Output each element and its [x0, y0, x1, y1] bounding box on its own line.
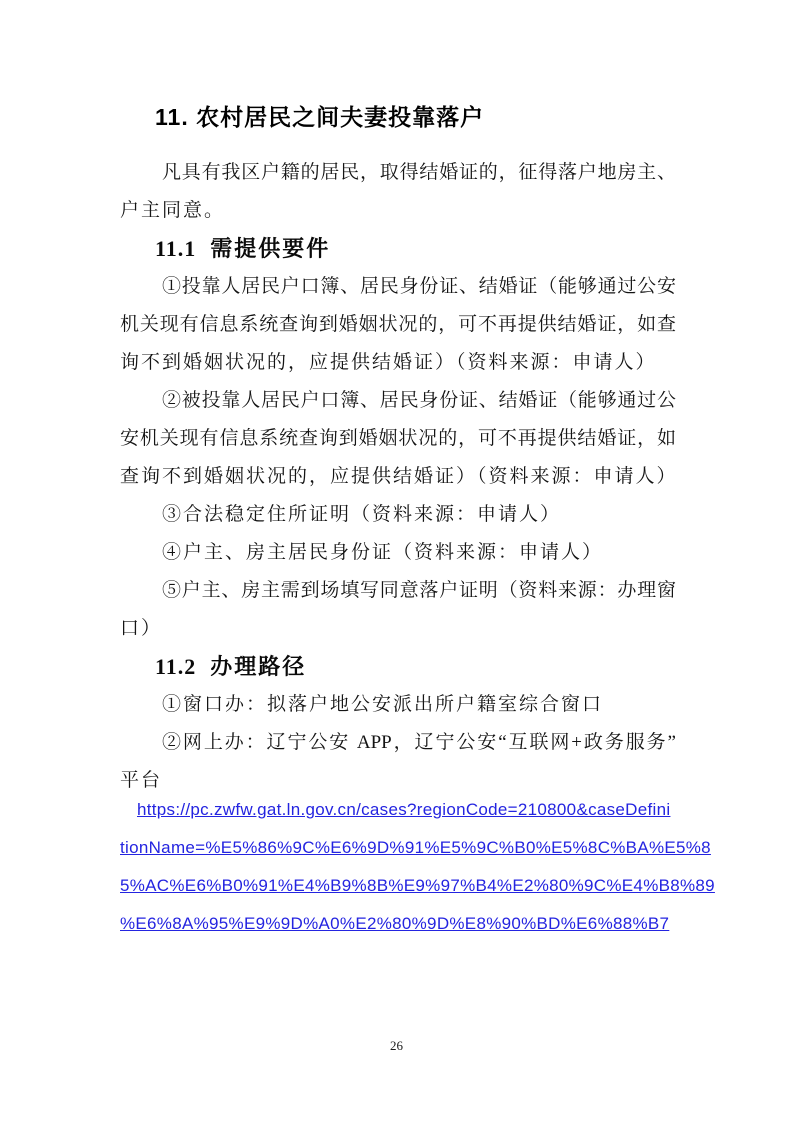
requirement-item-line: ④户主、房主居民身份证（资料来源：申请人）	[162, 542, 604, 563]
requirement-item-line: 安机关现有信息系统查询到婚姻状况的，可不再提供结婚证，如	[120, 428, 676, 449]
intro-paragraph-line: 户主同意。	[120, 200, 226, 221]
section-number: 11.1	[155, 236, 197, 261]
section-heading-label: 需提供要件	[210, 236, 331, 261]
requirement-item-line: ⑤户主、房主需到场填写同意落户证明（资料来源：办理窗	[162, 580, 676, 601]
requirement-item-line: 查询不到婚姻状况的，应提供结婚证）（资料来源：申请人）	[120, 466, 678, 487]
requirement-item-line: ①投靠人居民户口簿、居民身份证、结婚证（能够通过公安	[162, 276, 676, 297]
requirement-item-line: ③合法稳定住所证明（资料来源：申请人）	[162, 504, 562, 525]
service-platform-url-link[interactable]	[120, 791, 715, 943]
section-11-2-heading	[120, 648, 676, 686]
document-content	[120, 0, 715, 943]
page-number: 26	[390, 1038, 403, 1053]
section-heading-label: 办理路径	[210, 654, 307, 679]
requirement-item-line: 口）	[120, 618, 163, 639]
url-line[interactable]: 5%AC%E6%B0%91%E4%B9%8B%E9%97%B4%E2%80%9C%E4%B8%89	[120, 876, 715, 895]
url-line[interactable]: tionName=%E5%86%9C%E6%9D%91%E5%9C%B0%E5%8C%BA%E5%8	[120, 838, 711, 857]
url-line[interactable]: %E6%8A%95%E9%9D%A0%E2%80%9D%E8%90%BD%E6%88%B7	[120, 914, 670, 933]
requirement-item-line: 机关现有信息系统查询到婚姻状况的，可不再提供结婚证，如查	[120, 314, 676, 335]
channel-item-line: ①窗口办：拟落户地公安派出所户籍室综合窗口	[162, 694, 604, 715]
requirement-item-line: 询不到婚姻状况的，应提供结婚证）（资料来源：申请人）	[120, 352, 657, 373]
section-11-title: 11. 农村居民之间夫妻投靠落户	[155, 104, 485, 130]
requirement-item-line: ②被投靠人居民户口簿、居民身份证、结婚证（能够通过公	[162, 390, 676, 411]
url-line[interactable]: https://pc.zwfw.gat.ln.gov.cn/cases?regionCode=210800&caseDefini	[137, 800, 671, 819]
channel-item-line: 平台	[120, 770, 163, 791]
section-11-1-heading	[120, 230, 676, 268]
section-number: 11.2	[155, 654, 197, 679]
channel-item-line: ②网上办：辽宁公安 APP，辽宁公安“互联网+政务服务”	[162, 732, 676, 753]
intro-paragraph-line: 凡具有我区户籍的居民，取得结婚证的，征得落户地房主、	[162, 162, 676, 183]
